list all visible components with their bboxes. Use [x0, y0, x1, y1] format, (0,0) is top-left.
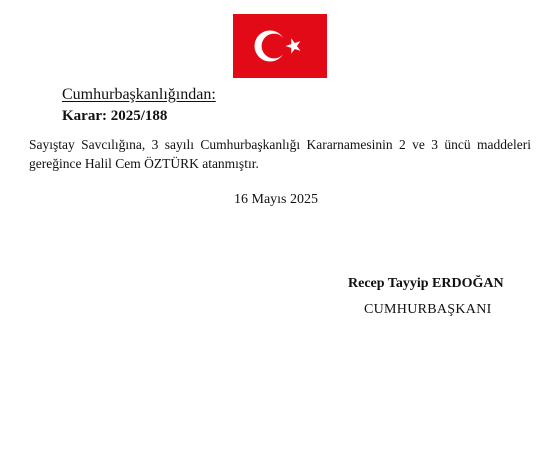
issuer-heading: Cumhurbaşkanlığından: [62, 86, 216, 103]
decision-body-text: Sayıştay Savcılığına, 3 sayılı Cumhurbaşkanlığı Kararnamesinin 2 ve 3 üncü maddeleri gereğince Halil Cem ÖZTÜRK atanmıştır. [29, 137, 531, 171]
decision-number: Karar: 2025/188 [62, 108, 168, 124]
decision-date: 16 Mayıs 2025 [234, 192, 318, 207]
signatory-title: CUMHURBAŞKANI [364, 302, 492, 317]
signatory-name: Recep Tayyip ERDOĞAN [348, 276, 504, 291]
turkish-flag-icon [233, 14, 327, 78]
